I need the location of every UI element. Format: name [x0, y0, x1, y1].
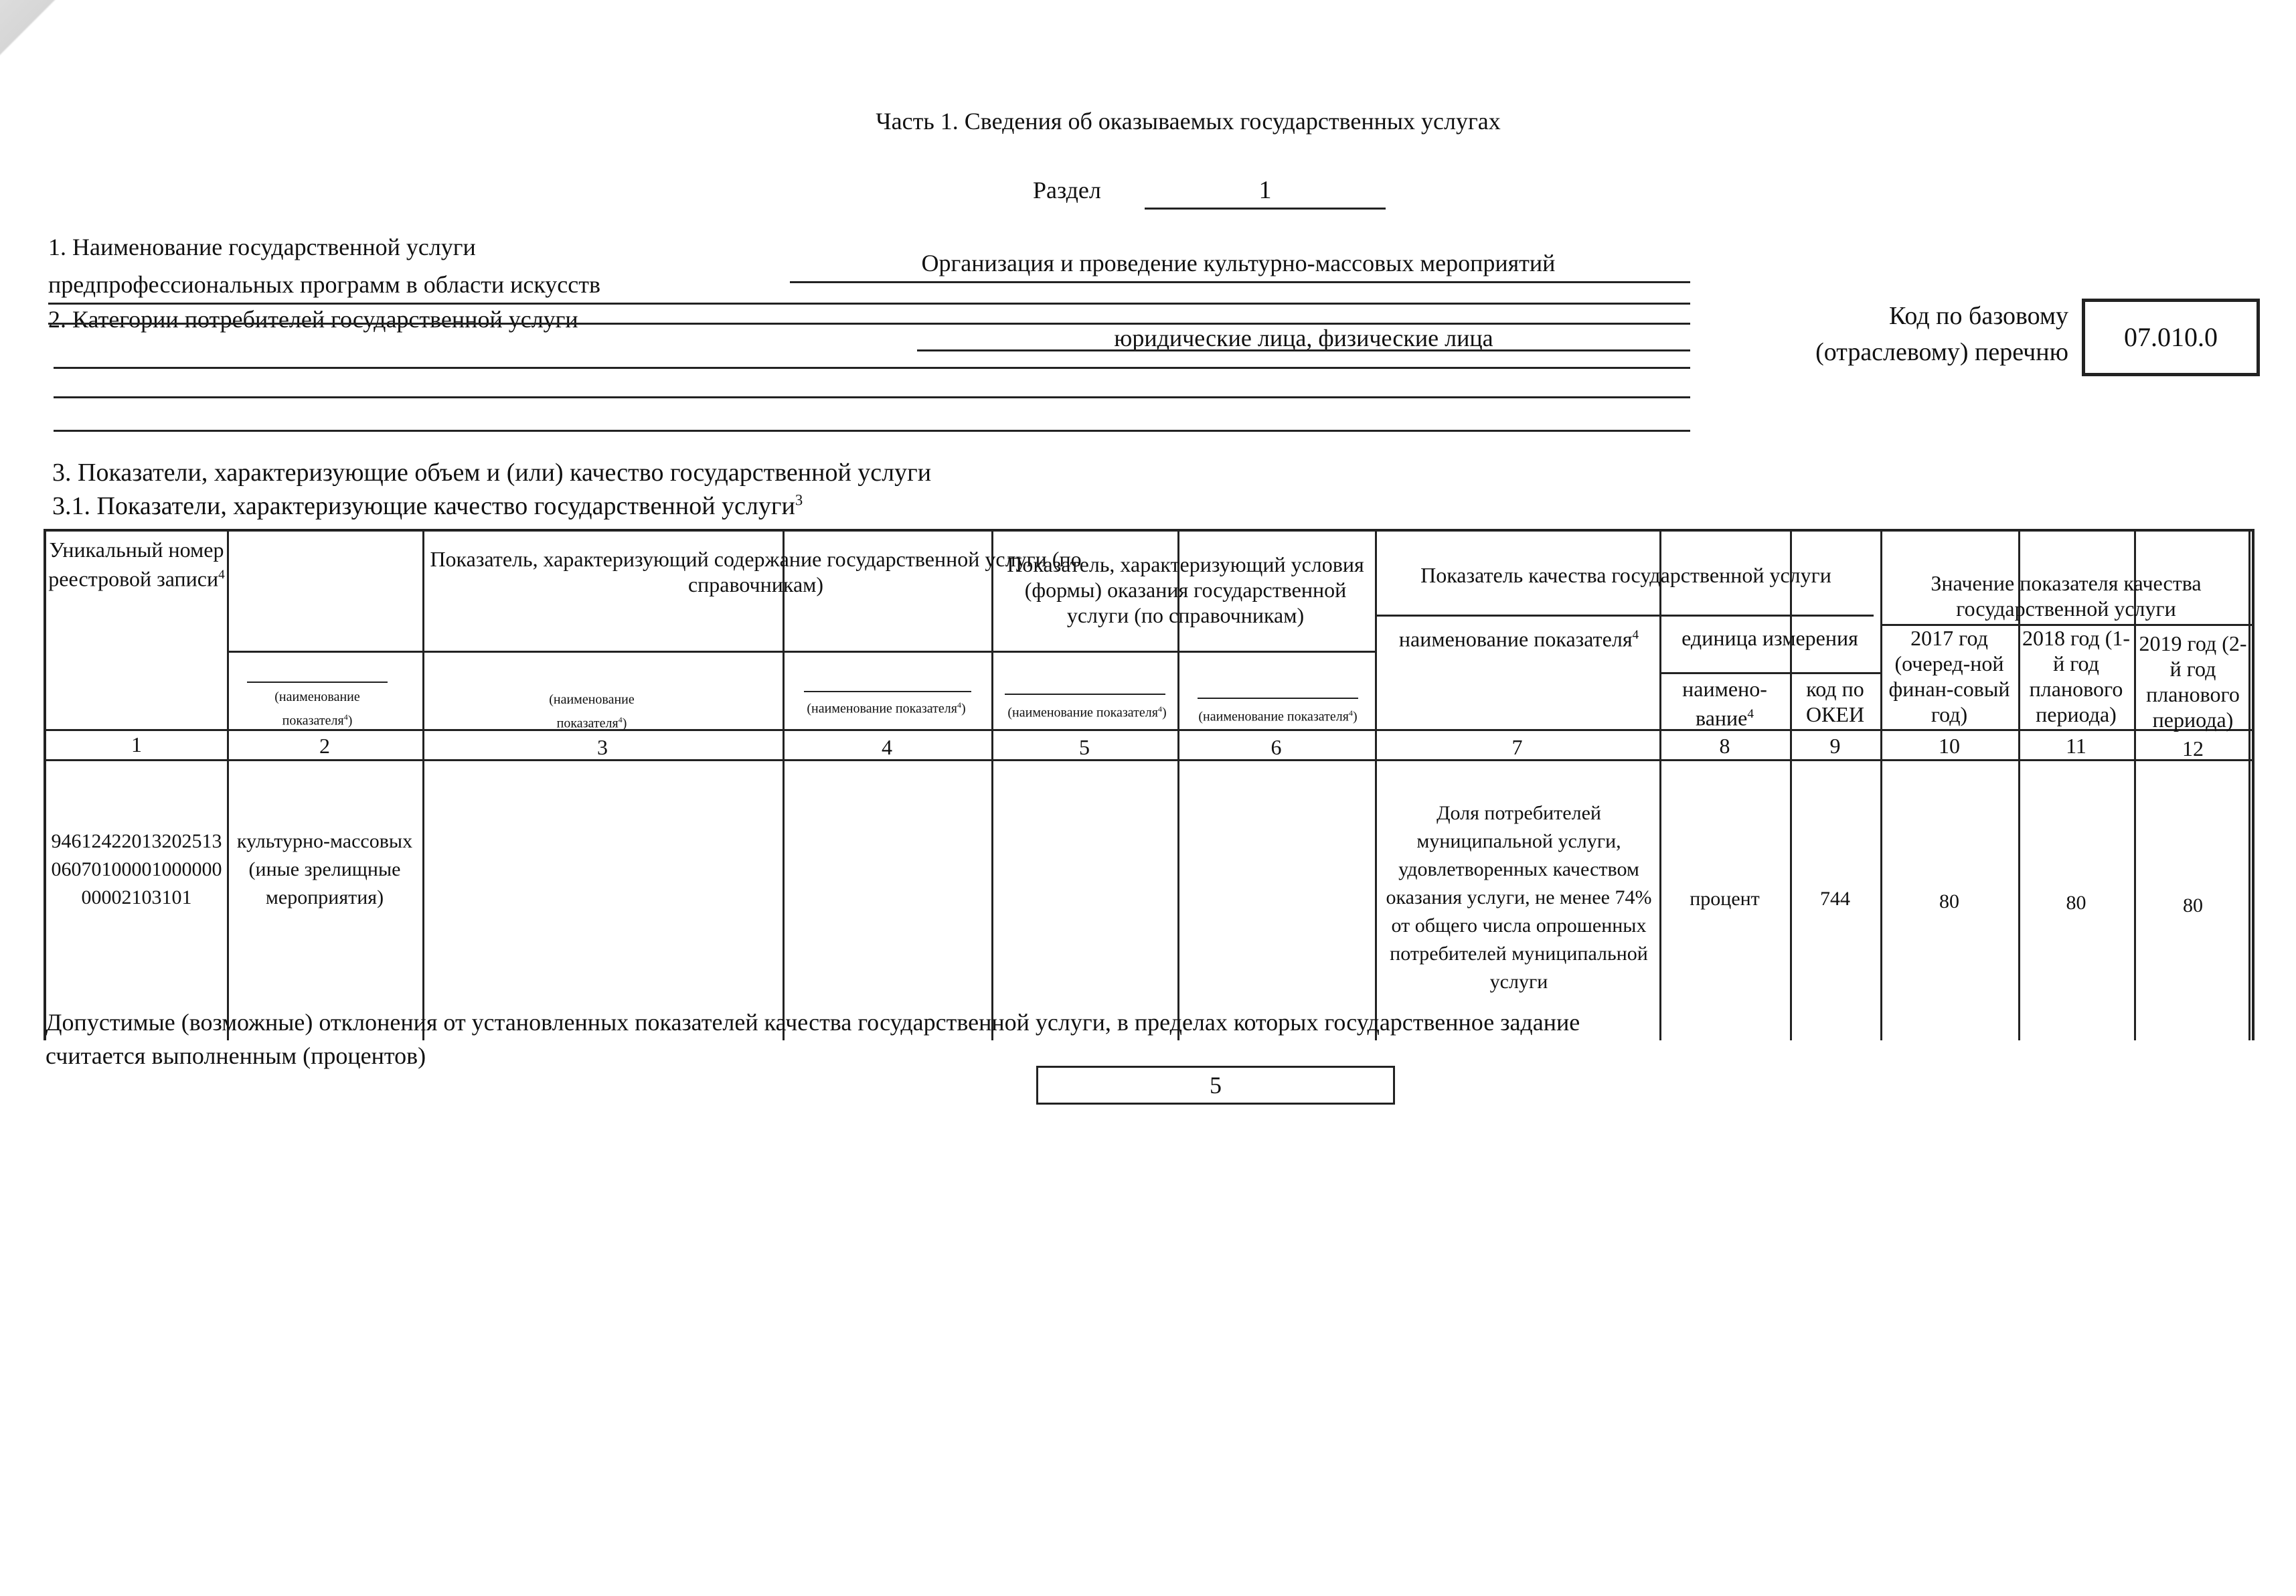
- page-title: Часть 1. Сведения об оказываемых государственных услугах: [876, 108, 1501, 135]
- unit-subheader-line: [1659, 672, 1880, 674]
- blank-line-2: [54, 396, 1690, 398]
- service-name-underline: [790, 281, 1690, 283]
- header-quality-indicator: Показатель качества государственной услуги: [1420, 563, 1831, 587]
- col-number: 10: [1939, 734, 1960, 758]
- quality-indicator-name: Доля потребителей муниципальной услуги, удовлетворенных качеством оказания услуги, не менее 74% от общего числа опрошенных потребителей муниципальной услуги: [1386, 802, 1652, 993]
- col-number: 6: [1270, 735, 1282, 759]
- col-number: 8: [1719, 734, 1730, 758]
- col-number: 3: [597, 735, 608, 759]
- header-conditions-indicator: Показатель, характеризующий условия (формы) оказания государственной услуги (по справочникам): [1007, 552, 1364, 627]
- sub-indicator-3: (наименование показателя$^4$): [549, 692, 635, 731]
- sub-indicator-2: (наименование показателя$^4$): [274, 690, 360, 728]
- col-divider: [783, 532, 785, 1040]
- registry-number: 946124220132025130607010000100000000002103101: [51, 830, 222, 908]
- col-number: 7: [1511, 735, 1523, 759]
- col-divider: [227, 532, 229, 1040]
- section-3-1-title: [52, 491, 803, 521]
- header-value: Значение показателя качества государственной услуги: [1931, 571, 2202, 621]
- okei-code-value: 744: [1820, 888, 1850, 910]
- header-unit-name: наимено-вание$^4$: [1682, 677, 1767, 730]
- sub-indicator-line: [804, 691, 971, 692]
- quality-subheader-line: [1375, 615, 1874, 617]
- header-content-indicator: Показатель, характеризующий содержание государственной услуги (по справочникам): [430, 547, 1082, 596]
- col-number: 4: [882, 735, 892, 759]
- service-name-extra: предпрофессиональных программ в области искусств: [48, 271, 600, 298]
- tolerance-value-box: 5: [1036, 1066, 1395, 1105]
- header-year-2019: 2019 год (2-й год планового периода): [2139, 631, 2247, 732]
- section-3-1-footnote: 3: [795, 491, 803, 509]
- header-year-2017: 2017 год (очеред-ной финан-совый год): [1888, 626, 2010, 726]
- tolerance-text: Допустимые (возможные) отклонения от установленных показателей качества государственной услуги, в пределах которых государственное задание считается выполненным (процентов): [46, 1009, 1580, 1069]
- value-2019: 80: [2183, 894, 2203, 916]
- sub-indicator-4: (наименование показателя$^4$): [807, 700, 966, 716]
- field-separator: [48, 303, 1690, 305]
- razdel-label: Раздел: [1033, 177, 1101, 204]
- sub-indicator-line: [1198, 698, 1358, 699]
- blank-line-1: [54, 367, 1690, 369]
- sub-indicator-5: (наименование показателя$^4$): [1007, 704, 1167, 720]
- kod-label: Код по базовому (отраслевому) перечню: [1815, 302, 2068, 366]
- header-okei-code: код по ОКЕИ: [1805, 677, 1865, 726]
- blank-line-3: [54, 430, 1690, 432]
- col-number: 11: [2066, 734, 2086, 758]
- consumers-value: юридические лица, физические лица: [1114, 325, 1493, 351]
- header-row-line: [227, 651, 1375, 653]
- consumers-label: 2. Категории потребителей государственной услуги: [48, 306, 578, 333]
- content-indicator-value: культурно-массовых (иные зрелищные мероприятия): [236, 830, 413, 908]
- sub-indicator-6: (наименование показателя$^4$): [1198, 708, 1358, 724]
- service-name-label: 1. Наименование государственной услуги: [48, 234, 476, 260]
- value-2018: 80: [2066, 892, 2086, 914]
- unit-name-value: процент: [1690, 888, 1760, 910]
- col-number: 5: [1079, 735, 1090, 759]
- consumers-underline: [917, 349, 1690, 351]
- sub-indicator-line: [1005, 694, 1165, 695]
- quality-indicators-table: [44, 529, 2254, 1040]
- col-divider: [422, 532, 424, 1040]
- col-divider: [1659, 532, 1661, 1040]
- col-number: 9: [1829, 734, 1841, 758]
- header-indicator-name: наименование показателя$^4$: [1398, 627, 1639, 651]
- value-2017: 80: [1939, 890, 1959, 912]
- kod-value-box: 07.010.0: [2082, 299, 2260, 376]
- service-name-value: Организация и проведение культурно-массовых мероприятий: [921, 250, 1556, 276]
- header-unique-number: Уникальный номер реестровой записи$^4$: [48, 538, 225, 591]
- section-3-title: 3. Показатели, характеризующие объем и (или) качество государственной услуги: [52, 459, 932, 487]
- sub-indicator-line: [247, 682, 388, 683]
- section-3-1-text: 3.1. Показатели, характеризующие качество государственной услуги: [52, 492, 795, 520]
- col-number: 12: [2182, 736, 2204, 761]
- header-unit: единица измерения: [1682, 626, 1858, 650]
- razdel-value: 1: [1145, 175, 1386, 210]
- col-number: 2: [319, 734, 330, 758]
- page-corner-fold: [0, 0, 94, 94]
- col-divider: [1790, 532, 1792, 1040]
- col-number: 1: [131, 732, 142, 756]
- header-year-2018: 2018 год (1-й год планового периода): [2022, 626, 2130, 726]
